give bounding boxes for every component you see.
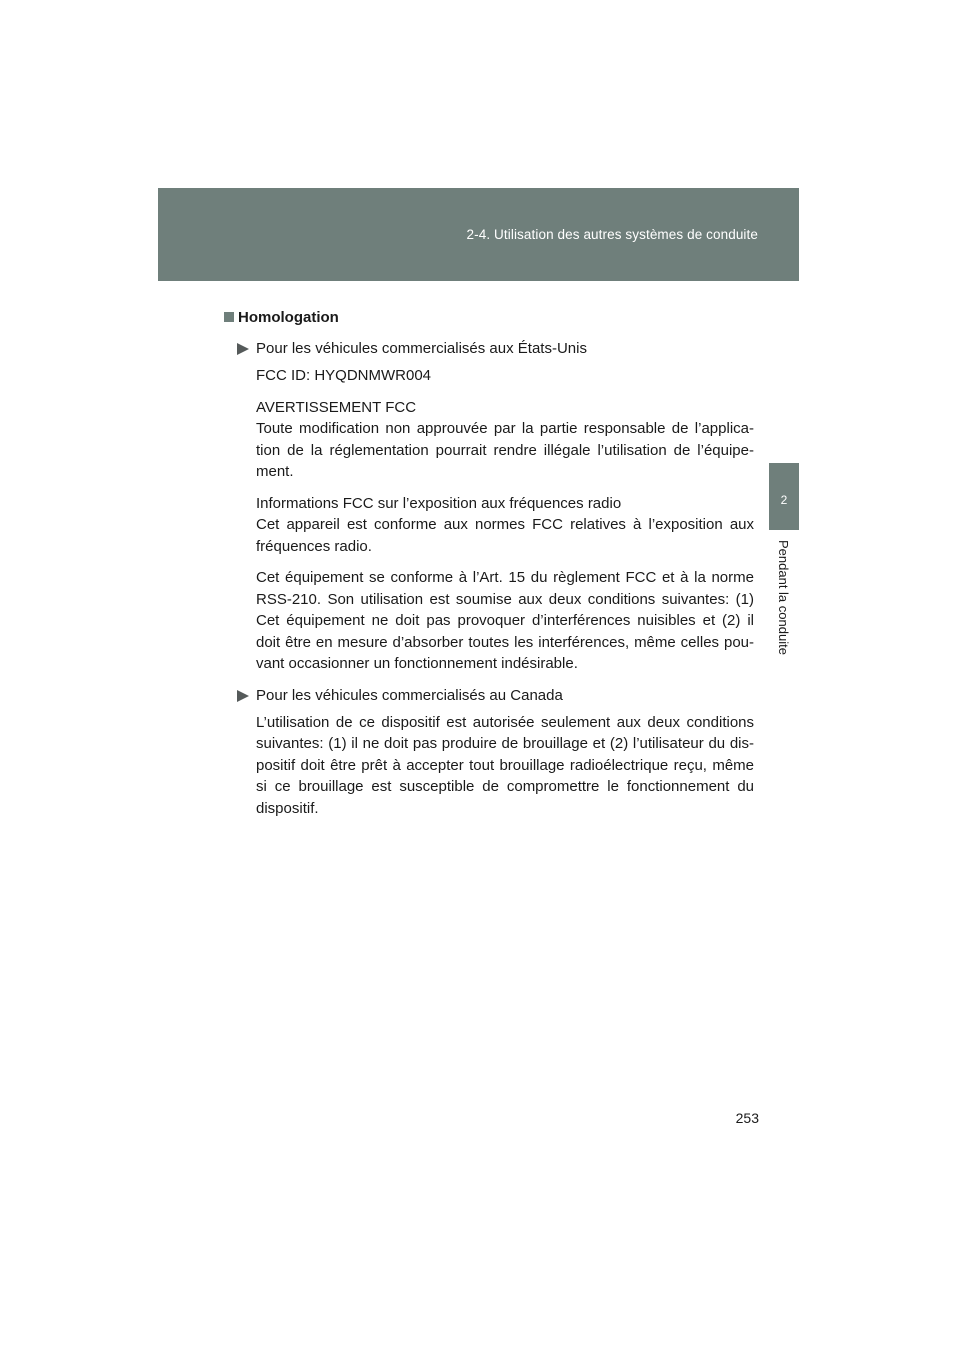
section-heading-text: Homologation	[238, 308, 339, 326]
page-number: 253	[735, 1110, 759, 1126]
bullet-canada-text: Pour les véhicules commercialisés au Canada	[256, 686, 563, 704]
bullet-canada	[237, 685, 754, 707]
bullet-usa	[237, 338, 754, 360]
section-title: 2-4. Utilisation des autres systèmes de conduite	[466, 227, 758, 242]
fcc-id: FCC ID: HYQDNMWR004	[256, 367, 432, 384]
section-header-band	[158, 188, 799, 281]
info-text: Cet appareil est conforme aux normes FCC relatives à l’exposition aux fréquences radio.	[256, 516, 754, 555]
chapter-label-text: Pendant la conduite	[776, 540, 791, 655]
bullet-usa-text: Pour les véhicules commercialisés aux États-Unis	[256, 340, 587, 357]
main-content	[224, 306, 754, 819]
warning-title: AVERTISSEMENT FCC	[256, 398, 417, 416]
section-heading	[224, 306, 754, 328]
compliance-text: Cet équipement se conforme à l’Art. 15 du règlement FCC et à la norme RSS-210. Son utilisation est soumise aux deux conditions suivantes: (1) Cet équipement ne doit pas provoquer d’interférences nuisibles et (2) il doit être en mesure d’absorber toutes les interférences, même celles pou-vant occasionner un fonctionnement indésirable.	[256, 569, 754, 672]
chapter-number: 2	[780, 493, 788, 507]
triangle-bullet-icon	[237, 690, 249, 702]
info-title: Informations FCC sur l’exposition aux fréquences radio	[256, 494, 622, 512]
triangle-bullet-icon	[237, 343, 249, 355]
chapter-tab	[769, 463, 799, 530]
square-bullet-icon	[224, 312, 234, 322]
chapter-label	[776, 540, 792, 680]
warning-text: Toute modification non approuvée par la partie responsable de l’applica-tion de la réglementation pourrait rendre illégale l’utilisation de l’équipe-ment.	[256, 420, 754, 480]
canada-text: L’utilisation de ce dispositif est autorisée seulement aux deux conditions suivantes: (1) il ne doit pas produire de brouillage et (2) l’utilisateur du dis-positif doit être prêt à accepter tout brouillage radioélectrique reçu, même si ce brouillage est susceptible de compromettre le fonctionnement du dispositif.	[256, 713, 754, 817]
